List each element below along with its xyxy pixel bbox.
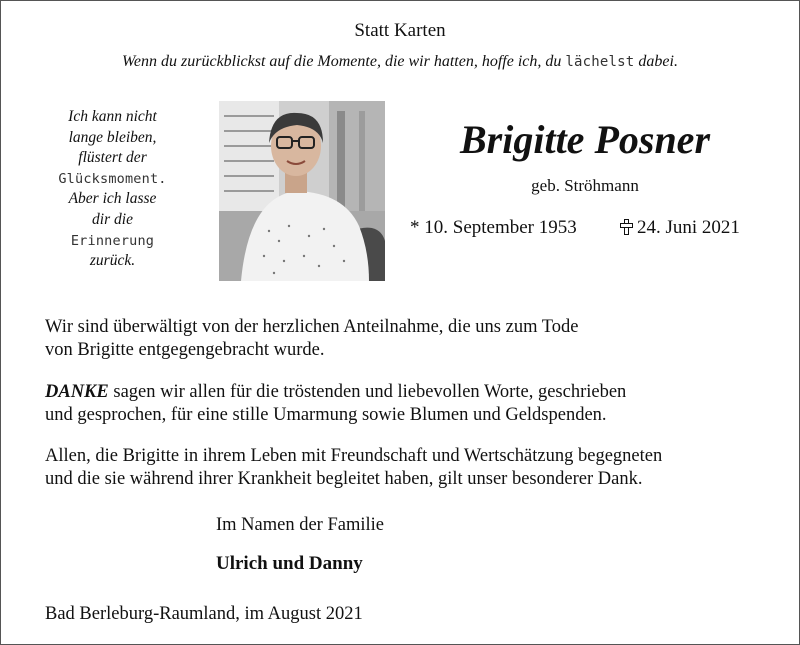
poem-line: Aber ich lasse xyxy=(68,190,157,208)
poem-line: zurück. xyxy=(89,252,136,270)
portrait-photo xyxy=(219,101,385,281)
birth-name: geb. Ströhmann xyxy=(531,176,639,195)
poem-line: flüstert der xyxy=(78,149,147,167)
motto-after: dabei. xyxy=(634,53,678,70)
paragraph-line: und die sie während ihrer Krankheit begleitet haben, gilt unser besonderer Dank. xyxy=(45,469,643,489)
paragraph-sympathy xyxy=(45,316,765,362)
death-date-text: 24. Juni 2021 xyxy=(637,217,740,238)
poem xyxy=(30,107,195,272)
danke-word: DANKE xyxy=(45,382,109,402)
deceased-name: Brigitte Posner xyxy=(459,117,711,162)
paragraph-line-rest: sagen wir allen für die tröstenden und liebevollen Worte, geschrieben xyxy=(108,382,627,402)
poem-line-handwritten: Glücksmoment. xyxy=(58,170,167,187)
poem-line: Ich kann nicht xyxy=(68,108,157,125)
birth-date: * 10. September 1953 xyxy=(410,217,577,238)
death-date xyxy=(620,217,740,239)
poem-line: lange bleiben, xyxy=(68,128,157,146)
motto-before: Wenn du zurückblickst auf die Momente, die wir hatten, hoffe ich, du xyxy=(122,53,566,70)
paragraph-line: Wir sind überwältigt von der herzlichen Anteilnahme, die uns zum Tode xyxy=(45,317,579,337)
paragraph-line xyxy=(45,381,765,404)
motto-handwritten: lächelst xyxy=(565,54,635,70)
place-date: Bad Berleburg-Raumland, im August 2021 xyxy=(45,604,363,624)
paragraph-appreciation xyxy=(45,445,765,491)
poem-line: dir die xyxy=(92,210,133,228)
header-title: Statt Karten xyxy=(354,20,446,41)
cross-icon xyxy=(620,219,632,235)
paragraph-line: Allen, die Brigitte in ihrem Leben mit Freundschaft und Wertschätzung begegneten xyxy=(45,446,663,466)
paragraph-line: von Brigitte entgegengebracht wurde. xyxy=(45,340,325,360)
portrait-image xyxy=(219,101,385,281)
signature-intro: Im Namen der Familie xyxy=(216,515,384,535)
motto xyxy=(0,53,800,71)
paragraph-thanks xyxy=(45,381,765,427)
poem-line-handwritten: Erinnerung xyxy=(70,232,155,249)
paragraph-line: und gesprochen, für eine stille Umarmung sowie Blumen und Geldspenden. xyxy=(45,405,607,425)
signature-names: Ulrich und Danny xyxy=(216,553,363,574)
